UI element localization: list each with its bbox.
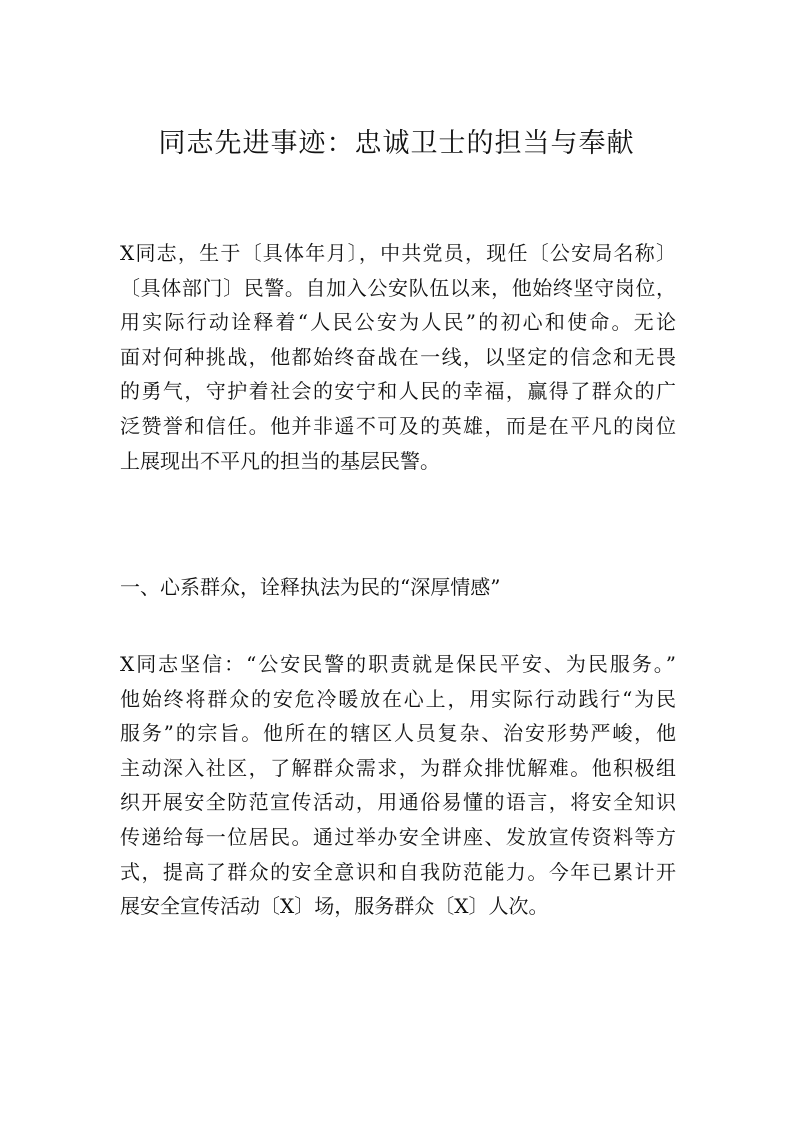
section-heading-text: 一、心系群众，诠释执法为民的“深厚情感” bbox=[120, 575, 501, 599]
paragraph-line: 的勇气，守护着社会的安宁和人民的幸福，赢得了群众的广 bbox=[120, 379, 676, 404]
paragraph-line: 织开展安全防范宣传活动，用通俗易懂的语言，将安全知识 bbox=[120, 790, 676, 815]
paragraph-line: X同志坚信：“公安民警的职责就是保民平安、为民服务。” bbox=[120, 652, 676, 676]
document-title: 同志先进事迹：忠诚卫士的担当与奉献 bbox=[158, 128, 635, 159]
intro-paragraph bbox=[120, 236, 676, 478]
paragraph-line: 〔具体部门〕民警。自加入公安队伍以来，他始终坚守岗位， bbox=[120, 275, 676, 300]
section-heading bbox=[120, 570, 676, 605]
paragraph-line: 服务”的宗旨。他所在的辖区人员复杂、治安形势严峻，他 bbox=[120, 721, 676, 746]
paragraph-line: 传递给每一位居民。通过举办安全讲座、发放宣传资料等方 bbox=[120, 824, 676, 849]
paragraph-line: 面对何种挑战，他都始终奋战在一线，以坚定的信念和无畏 bbox=[120, 344, 676, 369]
paragraph-line: X同志，生于〔具体年月〕，中共党员，现任〔公安局名称〕 bbox=[120, 241, 676, 265]
paragraph-line: 式，提高了群众的安全意识和自我防范能力。今年已累计开 bbox=[120, 859, 676, 884]
paragraph-line: 展安全宣传活动〔X〕场，服务群众〔X〕人次。 bbox=[120, 894, 549, 919]
paragraph-line: 泛赞誉和信任。他并非遥不可及的英雄，而是在平凡的岗位 bbox=[120, 413, 676, 438]
paragraph-line: 他始终将群众的安危冷暖放在心上，用实际行动践行“为民 bbox=[120, 686, 676, 711]
paragraph-line: 上展现出不平凡的担当的基层民警。 bbox=[120, 448, 440, 473]
section-paragraph bbox=[120, 647, 676, 924]
paragraph-line: 用实际行动诠释着“人民公安为人民”的初心和使命。无论 bbox=[120, 310, 676, 335]
paragraph-line: 主动深入社区，了解群众需求，为群众排忧解难。他积极组 bbox=[120, 755, 676, 780]
